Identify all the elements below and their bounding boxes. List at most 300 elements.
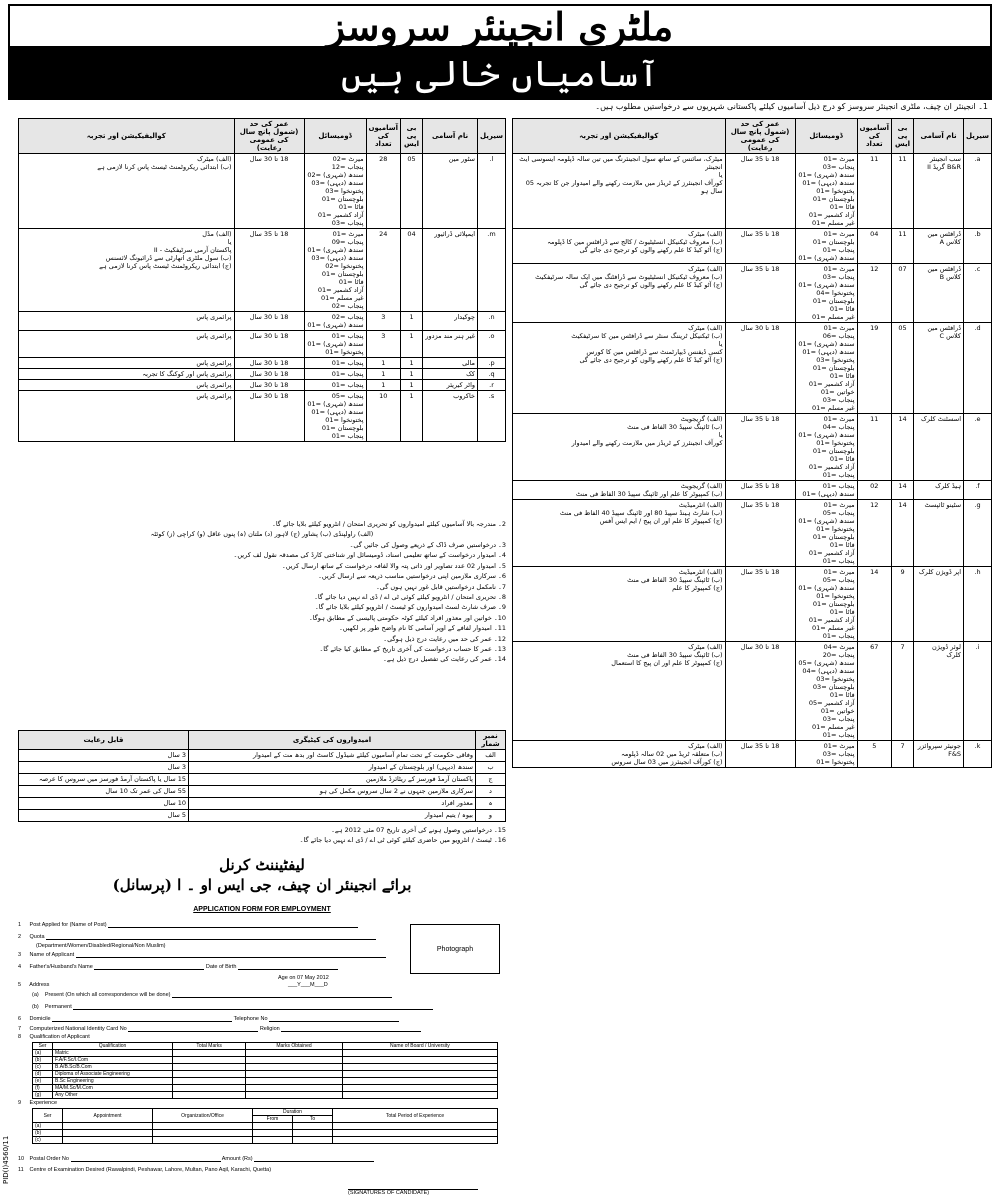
age-limit-cell: 18 تا 30 سال bbox=[234, 154, 304, 229]
relax-relaxation-cell: 3 سال bbox=[19, 762, 189, 774]
age-limit-cell: 18 تا 35 سال bbox=[725, 154, 795, 229]
qualification-cell: (الف) مڈل یا پاکستان آرمی سرٹیفکیٹ - II (ب) سول ملٹری اتھارٹی سے ڈرائیونگ لائسنس (ج) ابتدائی ریکروٹمنٹ ٹیسٹ پاس کرنا لازمی ہے bbox=[19, 229, 235, 312]
qual-header-cell: Ser bbox=[33, 1043, 53, 1050]
vacancy-count-cell: 1 bbox=[366, 380, 400, 391]
exp-input-cell[interactable] bbox=[253, 1130, 293, 1137]
vacancy-count-cell: 10 bbox=[366, 391, 400, 442]
domicile-field[interactable] bbox=[52, 1016, 232, 1022]
postal-order-label: Postal Order No bbox=[29, 1156, 69, 1162]
note-item: 8۔ تحریری امتحان / انٹرویو کیلئے کوئی ٹی اے / ڈی اے نہیں دیا جائے گا۔ bbox=[314, 592, 506, 601]
header-vacancies: آسامیوں کی تعداد bbox=[366, 119, 400, 154]
form-row-quota: 2 Quota bbox=[18, 934, 376, 944]
exp-input-cell[interactable] bbox=[153, 1123, 253, 1130]
vacancy-count-cell: 1 bbox=[366, 369, 400, 380]
age-limit-cell: 18 تا 35 سال bbox=[234, 229, 304, 312]
relax-serial-cell: الف bbox=[476, 750, 506, 762]
relax-header-relaxation: قابل رعایت bbox=[19, 731, 189, 750]
exp-ser-cell: (c) bbox=[33, 1137, 63, 1144]
qual-input-cell[interactable] bbox=[173, 1078, 246, 1085]
qualification-cell: (الف) میٹرک (ب) متعلقہ ٹریڈ میں 02 سالہ ڈپلومہ (ج) کورآف انجینئرز میں 03 سال سروس bbox=[513, 741, 726, 768]
form-row-cnic: 7 Computerized National Identity Card No Religion bbox=[18, 1026, 421, 1036]
post-cell: ایمپلائی ڈرائیور bbox=[423, 229, 478, 312]
relax-header-category: امیدواروں کی کیٹیگری bbox=[189, 731, 476, 750]
bps-cell: 1 bbox=[401, 391, 423, 442]
qual-cell: (b) bbox=[33, 1057, 53, 1064]
relax-row bbox=[19, 810, 506, 822]
form-row-permanent-address: (b) Permanent bbox=[32, 1004, 433, 1014]
qual-input-cell[interactable] bbox=[173, 1071, 246, 1078]
relax-row bbox=[19, 798, 506, 810]
bps-cell: 11 bbox=[892, 229, 914, 264]
signatory-rank: لیفٹیننٹ کرنل bbox=[219, 856, 305, 874]
qual-input-cell[interactable] bbox=[246, 1057, 343, 1064]
exp-input-cell[interactable] bbox=[253, 1137, 293, 1144]
post-cell: ڈرافٹس مین کلاس B bbox=[914, 264, 964, 323]
serial-cell: a. bbox=[964, 154, 992, 229]
qual-cell: (c) bbox=[33, 1064, 53, 1071]
bps-cell: 14 bbox=[892, 414, 914, 481]
amount-label: Amount (Rs) bbox=[221, 1156, 253, 1162]
qualification-row bbox=[33, 1078, 498, 1085]
age-limit-cell: 18 تا 30 سال bbox=[234, 358, 304, 369]
note-item: 13۔ عمر کا حساب درخواست کی آخری تاریخ کے مطابق کیا جائے گا۔ bbox=[319, 645, 506, 654]
quota-cell: میرٹ =01 پنجاب =06 سندھ (شہری) =01 سندھ (دیہی) =01 پختونخوا =03 بلوچستان =01 فاٹا =01 آزاد کشمیر =01 خواتین =01 پنجاب =03 غیر مسلم =01 bbox=[795, 323, 857, 414]
serial-cell: n. bbox=[478, 312, 506, 331]
relax-row bbox=[19, 762, 506, 774]
age-limit-cell: 18 تا 35 سال bbox=[725, 264, 795, 323]
age-limit-cell: 18 تا 35 سال bbox=[725, 567, 795, 642]
serial-cell: o. bbox=[478, 331, 506, 358]
post-cell: خاکروب bbox=[423, 391, 478, 442]
table-row bbox=[513, 323, 992, 414]
exp-header-duration: Duration bbox=[253, 1109, 333, 1116]
permanent-address-label: Permanent bbox=[44, 1004, 72, 1010]
qual-header-cell: Qualification bbox=[53, 1043, 173, 1050]
bps-cell: 11 bbox=[892, 154, 914, 229]
age-ymd-field[interactable]: ___Y___M___D bbox=[288, 982, 328, 988]
age-limit-cell: 18 تا 35 سال bbox=[725, 741, 795, 768]
qualification-table bbox=[32, 1042, 498, 1099]
present-address-field[interactable] bbox=[172, 992, 392, 998]
applicant-name-label: Name of Applicant bbox=[29, 952, 75, 958]
qual-input-cell[interactable] bbox=[246, 1085, 343, 1092]
exp-input-cell[interactable] bbox=[333, 1123, 498, 1130]
qual-input-cell[interactable] bbox=[173, 1064, 246, 1071]
vacancy-count-cell: 1 bbox=[366, 358, 400, 369]
vacancy-count-cell: 3 bbox=[366, 312, 400, 331]
vacancy-count-cell: 24 bbox=[366, 229, 400, 312]
form-row-name: 3 Name of Applicant bbox=[18, 952, 386, 962]
form-row-qualification: 8 Qualification of Applicant bbox=[18, 1034, 90, 1040]
form-row-centre: 11 Centre of Examination Desired (Rawalpindi, Peshawar, Lahore, Multan, Pano Aqil, Karachi, Quetta) bbox=[18, 1167, 272, 1173]
application-form bbox=[18, 918, 506, 1198]
serial-cell: c. bbox=[964, 264, 992, 323]
quota-cell: پنجاب =02 سندھ (شہری) =01 bbox=[304, 312, 366, 331]
qual-cell: Matric bbox=[53, 1050, 173, 1057]
age-limit-cell: 18 تا 35 سال bbox=[725, 229, 795, 264]
exp-header-appointment: Appointment bbox=[63, 1109, 153, 1123]
relax-header-serial: نمبر شمار bbox=[476, 731, 506, 750]
exp-input-cell[interactable] bbox=[293, 1123, 333, 1130]
serial-cell: g. bbox=[964, 500, 992, 567]
quota-cell: میرٹ =01 پنجاب =05 سندھ (شہری) =01 پختونخوا =01 بلوچستان =01 فاٹا =01 آزاد کشمیر =01 پنجاب =01 bbox=[795, 500, 857, 567]
amount-field[interactable] bbox=[254, 1156, 374, 1162]
exp-input-cell[interactable] bbox=[293, 1130, 333, 1137]
relax-category-cell: سندھ (دیہی) اور بلوچستان کے امیدوار bbox=[189, 762, 476, 774]
qualification-cell: (الف) میٹرک (ب) ٹیکنیکل ٹریننگ سنٹر سے ڈرافٹس مین کا سرٹیفکیٹ یا کسی ڈیفنس ڈیپارٹمنٹ سے ڈرافٹس مین کا کورس (ج) آٹو کیڈ کا علم رکھنے والوں کو ترجیح دی جائے گی bbox=[513, 323, 726, 414]
exp-input-cell[interactable] bbox=[333, 1130, 498, 1137]
intro-text: 1۔ انجینئر ان چیف، ملٹری انجینئر سروسز کو درج ذیل آسامیوں کیلئے پاکستانی شہریوں سے درخواستیں مطلوب ہیں۔ bbox=[595, 102, 988, 111]
serial-cell: q. bbox=[478, 369, 506, 380]
qual-input-cell[interactable] bbox=[342, 1092, 497, 1099]
exp-ser-cell: (a) bbox=[33, 1123, 63, 1130]
exam-centre-label: Centre of Examination Desired bbox=[29, 1167, 105, 1173]
qual-cell: F.A/F.Sc/I.Com bbox=[53, 1057, 173, 1064]
qual-input-cell[interactable] bbox=[246, 1064, 343, 1071]
note-item: 12۔ عمر کی حد میں رعایت درج ذیل ہوگی۔ bbox=[383, 634, 506, 643]
quota-cell: پنجاب =01 bbox=[304, 380, 366, 391]
qual-input-cell[interactable] bbox=[173, 1092, 246, 1099]
header-qualification: کوالیفیکیشن اور تجربہ bbox=[19, 119, 235, 154]
relax-serial-cell: د bbox=[476, 786, 506, 798]
serial-cell: b. bbox=[964, 229, 992, 264]
qualification-row bbox=[33, 1057, 498, 1064]
bps-cell: 1 bbox=[401, 369, 423, 380]
bps-cell: 05 bbox=[401, 154, 423, 229]
general-instructions bbox=[18, 520, 506, 666]
vacancy-count-cell: 3 bbox=[366, 331, 400, 358]
experience-row bbox=[33, 1137, 498, 1144]
exp-input-cell[interactable] bbox=[63, 1130, 153, 1137]
quota-hint: (Department/Women/Disabled/Regional/Non Muslim) bbox=[36, 943, 166, 949]
post-cell: ہیڈ کلرک bbox=[914, 481, 964, 500]
relax-row bbox=[19, 750, 506, 762]
qual-cell: B.A/B.Sc/B.Com bbox=[53, 1064, 173, 1071]
qualification-cell: پرائمری پاس bbox=[19, 312, 235, 331]
post-cell: سب انجینئر B&R گریڈ II bbox=[914, 154, 964, 229]
qualification-row bbox=[33, 1050, 498, 1057]
quota-cell: میرٹ =04 پنجاب =20 سندھ (شہری) =05 سندھ (دیہی) =04 پختونخوا =03 بلوچستان =03 فاٹا =01 آزاد کشمیر =05 خواتین =01 پنجاب =03 غیر مسلم =01 پنجاب =01 bbox=[795, 642, 857, 741]
qual-input-cell[interactable] bbox=[342, 1064, 497, 1071]
age-limit-cell: 18 تا 30 سال bbox=[234, 369, 304, 380]
dob-field[interactable] bbox=[238, 964, 338, 970]
qual-header-cell: Name of Board / University bbox=[342, 1043, 497, 1050]
table-row bbox=[19, 380, 506, 391]
qualification-cell: پرائمری پاس bbox=[19, 391, 235, 442]
post-cell: چوکیدار bbox=[423, 312, 478, 331]
qualification-header-row bbox=[33, 1043, 498, 1050]
qualification-row bbox=[33, 1092, 498, 1099]
qual-input-cell[interactable] bbox=[342, 1078, 497, 1085]
exp-header-organization: Organization/Office bbox=[153, 1109, 253, 1123]
table-row bbox=[19, 358, 506, 369]
age-limit-cell: 18 تا 30 سال bbox=[234, 331, 304, 358]
post-cell: ڈرافٹس مین کلاس A bbox=[914, 229, 964, 264]
qualification-cell: (الف) گریجویٹ (ب) ٹائپنگ سپیڈ 30 الفاظ فی منٹ یا کورآف انجینئرز کے ٹریڈز میں ملازمت رکھنے والے امیدوار bbox=[513, 414, 726, 481]
post-cell: واٹر کیریئر bbox=[423, 380, 478, 391]
table-header-row bbox=[19, 119, 506, 154]
age-limit-cell: 18 تا 30 سال bbox=[234, 312, 304, 331]
qual-cell: B.Sc Engineering bbox=[53, 1078, 173, 1085]
qual-input-cell[interactable] bbox=[342, 1071, 497, 1078]
post-cell: غیر ہنر مند مزدور bbox=[423, 331, 478, 358]
header-quota: ڈومیسائل bbox=[795, 119, 857, 154]
relax-serial-cell: ہ bbox=[476, 798, 506, 810]
note-item: 16۔ ٹیسٹ / انٹرویو میں حاضری کیلئے کوئی ٹی اے / ڈی اے نہیں دیا جائے گا۔ bbox=[299, 835, 506, 844]
bps-cell: 1 bbox=[401, 331, 423, 358]
dob-label: Date of Birth bbox=[205, 964, 237, 970]
post-cell: اسسٹنٹ کلرک bbox=[914, 414, 964, 481]
permanent-address-field[interactable] bbox=[73, 1004, 433, 1010]
relax-header-row bbox=[19, 731, 506, 750]
table-row bbox=[513, 264, 992, 323]
qual-input-cell[interactable] bbox=[246, 1078, 343, 1085]
exp-input-cell[interactable] bbox=[333, 1137, 498, 1144]
note-item: 5۔ امیدوار 02 عدد تصاویر اور ذاتی پتہ والا لفافہ درخواست کے ساتھ ارسال کریں۔ bbox=[281, 561, 506, 570]
quota-cell: پنجاب =01 bbox=[304, 369, 366, 380]
father-name-field[interactable] bbox=[94, 964, 204, 970]
experience-header-row bbox=[33, 1109, 498, 1116]
cnic-label: Computerized National Identity Card No bbox=[29, 1026, 127, 1032]
serial-cell: h. bbox=[964, 567, 992, 642]
table-row bbox=[513, 567, 992, 642]
serial-cell: d. bbox=[964, 323, 992, 414]
post-cell: اپر ڈویژن کلرک bbox=[914, 567, 964, 642]
quota-cell: پنجاب =01 bbox=[304, 358, 366, 369]
qual-input-cell[interactable] bbox=[246, 1071, 343, 1078]
bps-cell: 1 bbox=[401, 358, 423, 369]
vacancies-banner: آسامیاں خالی ہیں bbox=[8, 48, 992, 100]
qual-header-cell: Marks Obtained bbox=[246, 1043, 343, 1050]
qual-input-cell[interactable] bbox=[173, 1057, 246, 1064]
bps-cell: 07 bbox=[892, 264, 914, 323]
qualification-cell: پرائمری پاس bbox=[19, 380, 235, 391]
signature-block bbox=[18, 856, 506, 894]
header-quota: ڈومیسائل bbox=[304, 119, 366, 154]
table-row bbox=[513, 229, 992, 264]
qualification-cell: (الف) گریجویٹ (ب) کمپیوٹر کا علم اور ٹائپنگ سپیڈ 30 الفاظ فی منٹ bbox=[513, 481, 726, 500]
note-item: 6۔ سرکاری ملازمین اپنی درخواستیں مناسب ذریعہ سے ارسال کریں۔ bbox=[318, 572, 506, 581]
application-form-title: APPLICATION FORM FOR EMPLOYMENT bbox=[193, 906, 331, 913]
quota-cell: میرٹ =01 پنجاب =03 پختونخوا =01 bbox=[795, 741, 857, 768]
qual-cell: MA/M.Sc/M.Com bbox=[53, 1085, 173, 1092]
exp-input-cell[interactable] bbox=[153, 1137, 253, 1144]
qual-cell: (d) bbox=[33, 1071, 53, 1078]
qualification-cell: (الف) میٹرک (ب) ابتدائی ریکروٹمنٹ ٹیسٹ پاس کرنا لازمی ہے bbox=[19, 154, 235, 229]
relax-relaxation-cell: 5 سال bbox=[19, 810, 189, 822]
header-serial: سیریل bbox=[964, 119, 992, 154]
relax-serial-cell: ب bbox=[476, 762, 506, 774]
qual-input-cell[interactable] bbox=[342, 1057, 497, 1064]
post-cell: لوئر ڈویژن کلرک bbox=[914, 642, 964, 741]
relax-category-cell: بیوہ / یتیم امیدوار bbox=[189, 810, 476, 822]
photograph-box: Photograph bbox=[410, 924, 500, 974]
quota-cell: پنجاب =05 سندھ (شہری) =01 سندھ (دیہی) =01 پختونخوا =01 بلوچستان =01 پنجاب =01 bbox=[304, 391, 366, 442]
relax-row bbox=[19, 774, 506, 786]
qual-input-cell[interactable] bbox=[342, 1050, 497, 1057]
form-row-experience: 9 Experience bbox=[18, 1100, 58, 1106]
note-item: 7۔ نامکمل درخواستیں قابل غور نہیں ہوں گی۔ bbox=[376, 582, 506, 591]
address-label: Address bbox=[29, 982, 50, 988]
form-row-postal-order: 10 Postal Order No Amount (Rs) bbox=[18, 1156, 374, 1166]
form-row-present-address: (a) Present (On which all correspondence will be done) bbox=[32, 992, 392, 1002]
header-vacancies: آسامیوں کی تعداد bbox=[857, 119, 891, 154]
experience-row bbox=[33, 1123, 498, 1130]
experience-table bbox=[32, 1108, 498, 1144]
form-row-father: 4 Father's/Husband's Name Date of Birth bbox=[18, 964, 338, 974]
age-limit-cell: 18 تا 30 سال bbox=[234, 391, 304, 442]
vacancy-count-cell: 14 bbox=[857, 567, 891, 642]
religion-label: Religion bbox=[259, 1026, 280, 1032]
qualification-cell: (الف) انٹرمیڈیٹ (ب) شارٹ ہینڈ سپیڈ 80 اور ٹائپنگ سپیڈ 40 الفاظ فی منٹ (ج) کمپیوٹر کا علم اور ان پیج / ایم ایس آفس bbox=[513, 500, 726, 567]
experience-label: Experience bbox=[29, 1100, 58, 1106]
postal-order-field[interactable] bbox=[71, 1156, 221, 1162]
quota-cell: پنجاب =01 سندھ (شہری) =01 پختونخوا =01 bbox=[304, 331, 366, 358]
qualification-cell: (الف) میٹرک (ب) معروف ٹیکنیکل انسٹیٹیوٹ سے ڈرافٹنگ میں ایک سالہ سرٹیفکیٹ (ج) آٹو کیڈ کا علم رکھنے والوں کو ترجیح دی جائے گی bbox=[513, 264, 726, 323]
table-header-row bbox=[513, 119, 992, 154]
relax-relaxation-cell: 55 سال کی عمر تک 10 سال bbox=[19, 786, 189, 798]
header-age: عمر کی حد (شمول پانچ سال کی عمومی رعایت) bbox=[234, 119, 304, 154]
qualification-cell: پرائمری پاس اور کوکنگ کا تجربہ bbox=[19, 369, 235, 380]
qual-input-cell[interactable] bbox=[342, 1085, 497, 1092]
serial-cell: s. bbox=[478, 391, 506, 442]
qualification-row bbox=[33, 1085, 498, 1092]
exp-input-cell[interactable] bbox=[153, 1130, 253, 1137]
quota-cell: پنجاب =01 سندھ (دیہی) =01 bbox=[795, 481, 857, 500]
vacancy-table-left bbox=[18, 118, 506, 442]
table-row bbox=[513, 500, 992, 567]
post-applied-field[interactable] bbox=[108, 922, 358, 928]
qual-cell: (e) bbox=[33, 1078, 53, 1085]
experience-row bbox=[33, 1130, 498, 1137]
header-bps: بی پی ایس bbox=[401, 119, 423, 154]
domicile-label: Domicile bbox=[29, 1016, 51, 1022]
serial-cell: f. bbox=[964, 481, 992, 500]
qualification-cell: (الف) میٹرک (ب) ٹائپنگ سپیڈ 30 الفاظ فی منٹ (ج) کمپیوٹر کا علم اور ان پیج کا استعمال bbox=[513, 642, 726, 741]
applicant-name-field[interactable] bbox=[76, 952, 386, 958]
vacancy-count-cell: 28 bbox=[366, 154, 400, 229]
relax-relaxation-cell: 10 سال bbox=[19, 798, 189, 810]
note-item: 14۔ عمر کی رعایت کی تفصیل درج ذیل ہے۔ bbox=[383, 655, 506, 664]
age-limit-cell: 18 تا 30 سال bbox=[234, 380, 304, 391]
table-row bbox=[513, 414, 992, 481]
quota-cell: میرٹ =01 پنجاب =03 سندھ (شہری) =01 پختونخوا =04 بلوچستان =01 فاٹا =01 غیر مسلم =01 bbox=[795, 264, 857, 323]
exp-input-cell[interactable] bbox=[253, 1123, 293, 1130]
relax-category-cell: سرکاری ملازمین جنہوں نے 2 سال سروس مکمل کی ہو bbox=[189, 786, 476, 798]
exp-header-from: From bbox=[253, 1116, 293, 1123]
post-applied-label: Post Applied for (Name of Post) bbox=[29, 922, 107, 928]
relax-row bbox=[19, 786, 506, 798]
bps-cell: 1 bbox=[401, 380, 423, 391]
bps-cell: 04 bbox=[401, 229, 423, 312]
father-name-label: Father's/Husband's Name bbox=[29, 964, 93, 970]
signatory-office: برائے انجینئر ان چیف، جی ایس او ۔ ا (پرسانل) bbox=[112, 876, 412, 894]
qualification-row bbox=[33, 1071, 498, 1078]
quota-cell: میرٹ =01 پنجاب =09 سندھ (شہری) =01 سندھ (دیہی) =03 پختونخوا =02 بلوچستان =01 فاٹا =01 آزاد کشمیر =01 غیر مسلم =01 پنجاب =02 bbox=[304, 229, 366, 312]
bps-cell: 7 bbox=[892, 642, 914, 741]
qual-cell: Any Other bbox=[53, 1092, 173, 1099]
age-relaxation-table bbox=[18, 730, 506, 822]
qualification-cell: (الف) میٹرک (ب) معروف ٹیکنیکل انسٹیٹیوٹ / کالج سے ڈرافٹس مین کا ڈپلومہ (ج) آٹو کیڈ کا علم رکھنے والوں کو ترجیح دی جائے گی bbox=[513, 229, 726, 264]
bps-cell: 1 bbox=[401, 312, 423, 331]
post-cell: سٹور مین bbox=[423, 154, 478, 229]
age-limit-cell: 18 تا 30 سال bbox=[725, 323, 795, 414]
serial-cell: e. bbox=[964, 414, 992, 481]
table-row bbox=[513, 154, 992, 229]
note-item: (الف) راولپنڈی (ب) پشاور (ج) لاہور (د) ملتان (ہ) پنوں عاقل (و) کراچی (ز) کوئٹہ bbox=[150, 530, 374, 539]
qualification-row bbox=[33, 1064, 498, 1071]
relax-serial-cell: ج bbox=[476, 774, 506, 786]
table-row bbox=[513, 481, 992, 500]
qualification-cell: (الف) انٹرمیڈیٹ (ب) ٹائپنگ سپیڈ 30 الفاظ فی منٹ (ج) کمپیوٹر کا علم bbox=[513, 567, 726, 642]
note-item: 15۔ درخواستیں وصول ہونے کی آخری تاریخ 07 مئی 2012 ہے۔ bbox=[331, 826, 506, 834]
quota-field[interactable] bbox=[46, 934, 376, 940]
relax-serial-cell: و bbox=[476, 810, 506, 822]
vacancy-count-cell: 19 bbox=[857, 323, 891, 414]
post-cell: کک bbox=[423, 369, 478, 380]
table-row bbox=[19, 312, 506, 331]
relax-relaxation-cell: 15 سال یا پاکستان آرمڈ فورسز میں سروس کا عرصہ bbox=[19, 774, 189, 786]
qual-cell: (a) bbox=[33, 1050, 53, 1057]
note-item: 3۔ درخواستیں صرف ڈاک کے ذریعے وصول کی جائیں گی۔ bbox=[349, 540, 506, 549]
telephone-field[interactable] bbox=[269, 1016, 399, 1022]
quota-cell: میرٹ =01 پنجاب =03 سندھ (شہری) =01 سندھ (دیہی) =01 پختونخوا =01 بلوچستان =01 فاٹا =01 آزاد کشمیر =01 غیر مسلم =01 bbox=[795, 154, 857, 229]
qual-input-cell[interactable] bbox=[173, 1085, 246, 1092]
post-cell: ڈرافٹس مین کلاس C bbox=[914, 323, 964, 414]
qual-cell: (f) bbox=[33, 1085, 53, 1092]
table-row bbox=[19, 229, 506, 312]
relax-category-cell: وفاقی حکومت کے تحت تمام آسامیوں کیلئے شیڈول کاسٹ اور بدھ مت کے امیدوار bbox=[189, 750, 476, 762]
relax-relaxation-cell: 3 سال bbox=[19, 750, 189, 762]
exp-input-cell[interactable] bbox=[293, 1137, 333, 1144]
exp-input-cell[interactable] bbox=[63, 1137, 153, 1144]
table-row bbox=[19, 331, 506, 358]
bps-cell: 7 bbox=[892, 741, 914, 768]
exp-input-cell[interactable] bbox=[63, 1123, 153, 1130]
post-cell: سٹینو ٹائپسٹ bbox=[914, 500, 964, 567]
serial-cell: p. bbox=[478, 358, 506, 369]
note-item: 11۔ امیدوار لفافے کے اوپر آسامی کا نام واضح طور پر لکھیں۔ bbox=[338, 624, 506, 633]
serial-cell: r. bbox=[478, 380, 506, 391]
religion-field[interactable] bbox=[281, 1026, 421, 1032]
vacancy-table-right bbox=[512, 118, 992, 768]
quota-cell: میرٹ =01 پنجاب =05 سندھ (شہری) =01 پختونخوا =01 بلوچستان =01 فاٹا =01 آزاد کشمیر =01 غیر مسلم =01 پنجاب =01 bbox=[795, 567, 857, 642]
vacancy-count-cell: 5 bbox=[857, 741, 891, 768]
post-cell: مالی bbox=[423, 358, 478, 369]
exam-centre-options[interactable]: (Rawalpindi, Peshawar, Lahore, Multan, Pano Aqil, Karachi, Quetta) bbox=[105, 1167, 272, 1173]
note-item: 2۔ مندرجہ بالا آسامیوں کیلئے امیدواروں کو تحریری امتحان / انٹرویو کیلئے بلایا جائے گا۔ bbox=[272, 520, 506, 528]
qual-input-cell[interactable] bbox=[246, 1092, 343, 1099]
cnic-field[interactable] bbox=[128, 1026, 258, 1032]
page-title: ملٹری انجینئر سروسز bbox=[8, 4, 992, 48]
header-serial: سیریل bbox=[478, 119, 506, 154]
qual-input-cell[interactable] bbox=[246, 1050, 343, 1057]
header-post: نام آسامی bbox=[423, 119, 478, 154]
table-row bbox=[513, 642, 992, 741]
qual-input-cell[interactable] bbox=[173, 1050, 246, 1057]
serial-cell: i. bbox=[964, 642, 992, 741]
qualification-cell: میٹرک، سائنس کے ساتھ سول انجینئرنگ میں تین سالہ ڈپلومہ ایسوسی ایٹ انجینئر یا کورآف انجینئرز کے ٹریڈز میں ملازمت رکھنے والے امیدوار جن کا تجربہ 05 سال ہو bbox=[513, 154, 726, 229]
exp-header-ser: Ser bbox=[33, 1109, 63, 1123]
bps-cell: 14 bbox=[892, 481, 914, 500]
quota-cell: میرٹ =01 پنجاب =04 سندھ (شہری) =01 پختونخوا =01 بلوچستان =01 فاٹا =01 آزاد کشمیر =01 پنجاب =01 bbox=[795, 414, 857, 481]
table-row bbox=[19, 154, 506, 229]
serial-cell: m. bbox=[478, 229, 506, 312]
exp-ser-cell: (b) bbox=[33, 1130, 63, 1137]
qual-header-cell: Total Marks bbox=[173, 1043, 246, 1050]
vacancy-count-cell: 12 bbox=[857, 500, 891, 567]
vacancy-count-cell: 04 bbox=[857, 229, 891, 264]
